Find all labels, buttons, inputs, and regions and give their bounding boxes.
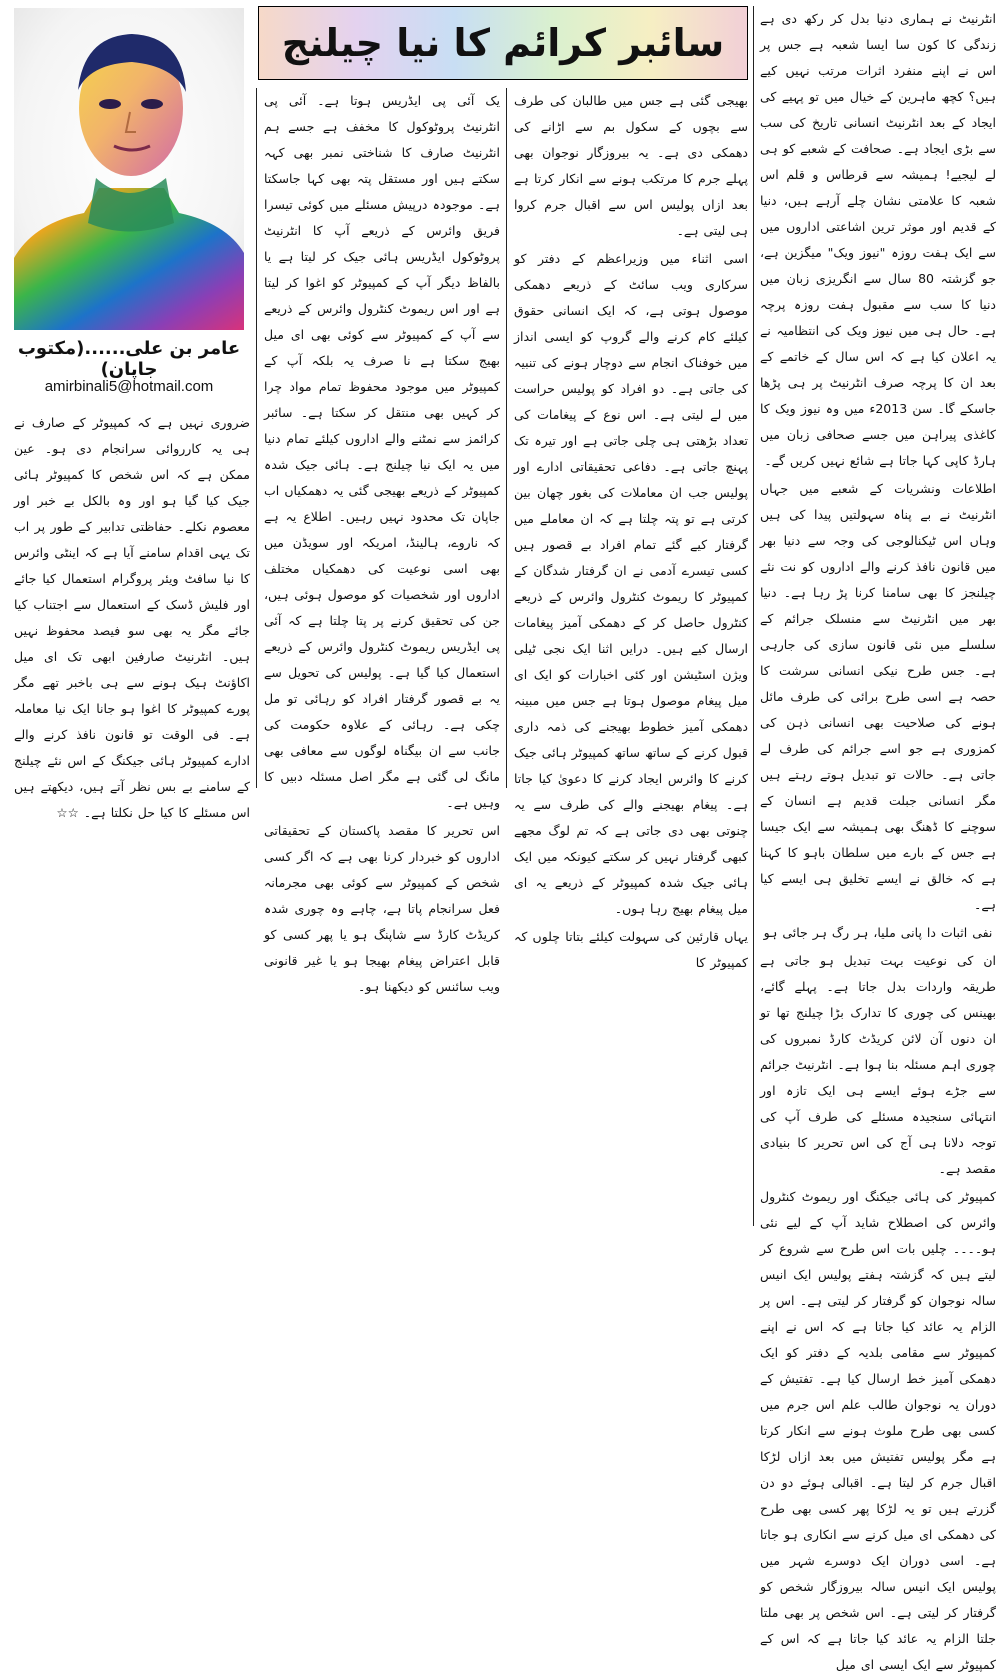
- headline-banner: [258, 6, 748, 80]
- author-photo: [14, 8, 244, 330]
- col1-paragraph: انٹرنیٹ نے ہماری دنیا بدل کر رکھ دی ہے زندگی کا کون سا ایسا شعبہ ہے جس پر اس نے اپنے منفرد اثرات مرتب نہیں کیے ہیں؟ کچھ ماہرین کے خیال میں تو پہیے کی ایجاد کے بعد انٹرنیٹ انسانی تاریخ کی سب سے بڑی ایجاد ہے۔ صحافت کے شعبے کو ہی لے لیجیے! ہمیشہ سے قرطاس و قلم اس شعبہ کا علامتی نشان چلے آرہے ہیں، دنیا کے قدیم اور موثر ترین اشاعتی اداروں میں سے ایک ہفت روزہ "نیوز ویک" میگزین ہے، جو گزشتہ 80 سال سے انگریزی زبان میں دنیا کا سب سے مقبول ہفت روزہ پرچہ ہے۔ حال ہی میں نیوز ویک کی انتظامیہ نے یہ اعلان کیا ہے کہ اس سال کے خاتمے کے بعد ان کا پرچہ صرف انٹرنیٹ پر ہی پڑھا جاسکے گا۔ سن 2013ء میں وہ نیوز ویک کا کاغذی پیراہن میں جسے صحافی زبان میں ہارڈ کاپی کہا جاتا ہے شائع نہیں کریں گے۔: [760, 11, 997, 468]
- headline: سائبر کرائم کا نیا چیلنج: [281, 21, 725, 65]
- column-3: [264, 88, 500, 994]
- col2-paragraph: اسی اثناء میں وزیراعظم کے دفتر کو سرکاری ویب سائٹ کے ذریعے دھمکی موصول ہوتی ہے، کہ ایک انسانی حقوق کیلئے کام کرنے والے گروپ کو ایسی انداز میں خوفناک انجام سے دوچار ہونے کی تنبیہ کی جاتی ہے۔ دو افراد کو پولیس حراست میں لے لیتی ہے۔ اس نوع کے پیغامات کی تعداد بڑھتی ہی چلی جاتی ہے اور تیرہ تک پہنچ جاتی ہے۔ دفاعی تحقیقاتی ادارے اور پولیس جب ان معاملات کی بغور چھان بین کرتی ہے تو پتہ چلتا ہے کہ ان معاملے میں گرفتار کیے گئے تمام افراد بے قصور ہیں کسی تیسرے آدمی نے ان گرفتار شدگان کے کمپیوٹر کا ریموٹ کنٹرول وائرس کے ذریعے کنٹرول حاصل کر کے دھمکی آمیز پیغامات ارسال کیے ہیں۔ درایں اثنا ایک نجی ٹیلی ویژن اسٹیشن اور کئی اخبارات کو ایک ای میل پیغام موصول ہوتا ہے جس میں مبینہ دھمکی آمیز خطوط بھیجنے کی ذمہ داری قبول کرنے کے ساتھ ساتھ کمپیوٹر ہائی جیک کرنے کا وائرس ایجاد کرنے کا دعویٰ کیا جاتا ہے۔ پیغام بھیجنے والے کی طرف سے یہ چنوتی بھی دی جاتی ہے کہ تم لوگ مجھے کبھی گرفتار نہیں کر سکتے کیونکہ میں ایک ہائی جیک شدہ کمپیوٹر کے ذریعے یہ ای میل پیغام بھیج رہا ہوں۔: [514, 251, 748, 916]
- column-divider-2: [506, 88, 507, 788]
- col1-paragraph: کمپیوٹر کی ہائی جیکنگ اور ریموٹ کنٹرول وائرس کی اصطلاح شاید آپ کے لیے نئی ہو۔۔۔۔ چلیں بات اس طرح سے شروع کر لیتے ہیں کہ گزشتہ ہفتے پولیس ایک انیس سالہ نوجوان کو گرفتار کر لیتی ہے۔ اس پر الزام یہ عائد کیا جاتا ہے کہ اس نے اپنے کمپیوٹر سے مقامی بلدیہ کے دفتر کو ایک دھمکی آمیز خط ارسال کیا ہے۔ تفتیش کے دوران یہ نوجوان طالب علم اس جرم میں کسی بھی طرح ملوث ہونے سے انکار کرتا ہے مگر پولیس تفتیش میں بعد ازاں لڑکا اقبال جرم کر لیتا ہے۔ اقبالی ہوئے دو دن گزرتے ہیں تو یہ لڑکا پھر کسی بھی طرح کی دھمکی ای میل کرنے سے انکاری ہو جاتا ہے۔ اسی دوران ایک دوسرے شہر میں پولیس ایک انیس سالہ بیروزگار شخص کو گرفتار کر لیتی ہے۔ اس شخص پر بھی ملتا جلتا الزام یہ عائد کیا جاتا ہے کہ اس کے کمپیوٹر سے ایک ایسی ای میل: [760, 1189, 996, 1672]
- col4-paragraph: ضروری نہیں ہے کہ کمپیوٹر کے صارف نے ہی یہ کارروائی سرانجام دی ہو۔ عین ممکن ہے کہ اس شخص کا کمپیوٹر ہائی جیک کیا گیا ہو اور وہ بالکل بے خبر اور معصوم نکلے۔ حفاظتی تدابیر کے طور پر اب تک یہی اقدام سامنے آیا ہے کہ اینٹی وائرس کا نیا سافٹ ویئر پروگرام استعمال کیا جائے اور فلیش ڈسک کے استعمال سے اجتناب کیا جائے مگر یہ بھی سو فیصد محفوظ نہیں ہیں۔ انٹرنیٹ صارفین ابھی تک ای میل اکاؤنٹ ہیک ہونے سے ہی باخبر تھے مگر پورے کمپیوٹر کا اغوا ہو جانا ایک نیا معاملہ ہے۔ فی الوقت تو قانون نافذ کرنے والے ادارے کمپیوٹر ہائی جیکنگ کے اس نئے چیلنج کے سامنے بے بس نظر آتے ہیں، دیکھتے ہیں اس مسئلے کا کیا حل نکلتا ہے۔ ☆☆: [14, 415, 250, 820]
- col3-paragraph: یک آئی پی ایڈریس ہوتا ہے۔ آئی پی انٹرنیٹ پروٹوکول کا مخفف ہے جسے ہم انٹرنیٹ صارف کا شناختی نمبر بھی کہہ سکتے ہیں اور مستقل پتہ بھی کہا جاسکتا ہے۔ موجودہ درپیش مسئلے میں کوئی تیسرا فریق وائرس کے ذریعے آپ کا انٹرنیٹ پروٹوکول ایڈریس ہائی جیک کر لیتا ہے یا بالفاظ دیگر آپ کے کمپیوٹر کو اغوا کر لیتا ہے اور اس ریموٹ کنٹرول وائرس کے ذریعے سے آپ کے کمپیوٹر سے کوئی بھی ای میل بھیج سکتا ہے نا صرف یہ بلکہ آپ کے کمپیوٹر میں موجود محفوظ تمام مواد چرا کر کہیں بھی منتقل کر سکتا ہے۔ سائبر کرائمز سے نمٹنے والے اداروں کیلئے تمام دنیا میں یہ ایک نیا چیلنج ہے۔ ہائی جیک شدہ کمپیوٹر کے ذریعے بھیجی گئی یہ دھمکیاں اب جاپان تک محدود نہیں رہیں۔ اطلاع یہ ہے کہ ناروے، ہالینڈ، امریکہ اور سویڈن میں بھی اسی نوعیت کی دھمکیاں مختلف اداروں اور شخصیات کو موصول ہوئی ہیں، جن کی تحقیق کرنے پر پتا چلتا ہے کہ آئی پی ایڈریس ریموٹ کنٹرول وائرس کے ذریعے استعمال کیا گیا ہے۔ پولیس کی تحویل سے یہ بے قصور گرفتار افراد کو رہائی تو مل چکی ہے۔ رہائی کے علاوہ حکومت کی جانب سے ان بیگناہ لوگوں سے معافی بھی مانگ لی گئی ہے مگر اصل مسئلہ دبیں کا وہیں ہے۔: [264, 93, 500, 810]
- column-2: [514, 88, 748, 970]
- col1-verse: نفی اثبات دا پانی ملیا، ہر رگ ہر جائی ہو: [763, 925, 993, 940]
- column-divider-3: [256, 88, 257, 788]
- col2-paragraph: بھیجی گئی ہے جس میں طالبان کی طرف سے بچوں کے سکول بم سے اڑانے کی دھمکی دی ہے۔ یہ بیروزگار نوجوان بھی پہلے جرم کا مرتکب ہونے سے انکار کرتا ہے بعد ازاں پولیس اس سے اقبال جرم کروا ہی لیتی ہے۔: [514, 93, 748, 238]
- col2-paragraph: یہاں قارئین کی سہولت کیلئے بتاتا چلوں کہ کمپیوٹر کا: [514, 929, 748, 970]
- author-byline: عامر بن علی......(مکتوب جاپان): [17, 338, 241, 380]
- author-portrait-image: [14, 8, 244, 330]
- column-1: [760, 6, 997, 1672]
- col1-paragraph: ان کی نوعیت بہت تبدیل ہو جاتی ہے طریقہ واردات بدل جاتا ہے۔ پہلے گائے، بھینس کی چوری کا تدارک بڑا چیلنج تھا تو ان دنوں آن لائن کریڈٹ کارڈ نمبروں کی چوری اہم مسئلہ بنا ہوا ہے۔ انٹرنیٹ جرائم سے جڑے ہوئے ایسے ہی ایک تازہ اور انتہائی سنجیدہ مسئلے کی طرف آپ کی توجہ دلانا ہی آج کی اس تحریر کا بنیادی مقصد ہے۔: [760, 953, 996, 1176]
- column-divider-1: [753, 6, 754, 1226]
- col1-paragraph: اطلاعات ونشریات کے شعبے میں جہاں انٹرنیٹ نے بے پناہ سہولتیں پیدا کی ہیں وہاں اس ٹیکنالوجی کی وجہ سے دنیا بھر میں قانون نافذ کرنے والے اداروں کو نت نئے چیلنجز کا بھی سامنا کرنا پڑ رہا ہے۔ دنیا بھر میں انٹرنیٹ سے منسلک جرائم کے سلسلے میں نئی قانون سازی کی جارہی ہے۔ جس طرح نیکی انسانی سرشت کا حصہ ہے اسی طرح برائی کی طرف مائل ہونے کی صلاحیت بھی انسانی ذہن کی کمزوری ہے جو اسے جرائم کی طرف لے جاتی ہے۔ حالات تو تبدیل ہوتے رہتے ہیں مگر انسانی جبلت قدیم ہے انسان کے سوچنے کا ڈھنگ بھی ہمیشہ سے ایک جیسا ہے جس کے بارے میں سلطان باہو کا کہنا ہے کہ خالق نے ایسے تخلیق ہی ایسے کیا ہے۔: [760, 481, 996, 912]
- col3-paragraph: اس تحریر کا مقصد پاکستان کے تحقیقاتی اداروں کو خبردار کرنا بھی ہے کہ اگر کسی شخص کے کمپیوٹر سے کوئی بھی مجرمانہ فعل سرانجام پاتا ہے، چاہے وہ چوری شدہ کریڈٹ کارڈ سے شاپنگ ہو یا پھر کسی کو قابل اعتراض پیغام بھیجا ہو یا غیر قانونی ویب سائنس کو دیکھنا ہو۔: [264, 823, 500, 994]
- column-4: [14, 410, 250, 820]
- author-email: amirbinali5@hotmail.com: [44, 378, 214, 395]
